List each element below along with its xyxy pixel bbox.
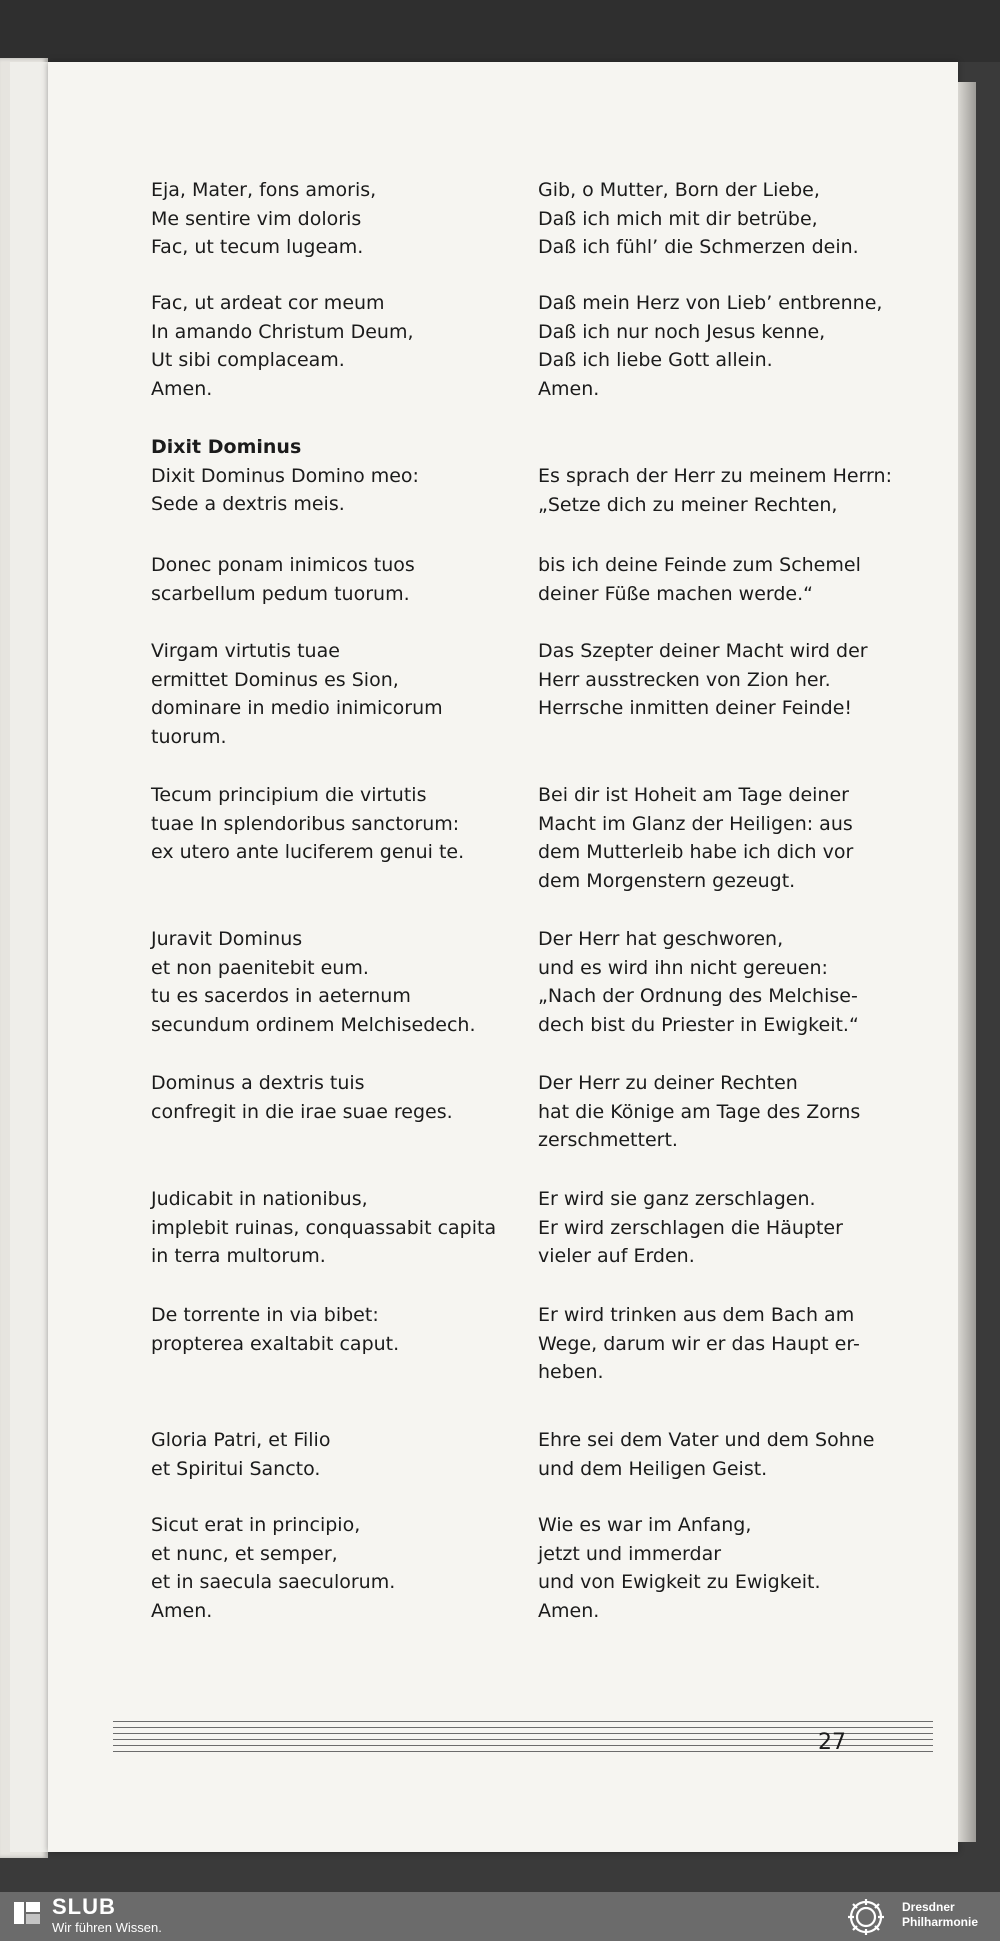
text-line: „Setze dich zu meiner Rechten, — [538, 493, 838, 516]
text-line: Fac, ut ardeat cor meum — [151, 292, 385, 314]
german-stanza-5 — [538, 637, 878, 723]
german-stanza-11 — [538, 1426, 878, 1483]
page-number: 27 — [818, 1730, 846, 1755]
text-line: Er wird trinken aus dem Bach am — [538, 1304, 855, 1326]
latin-stanza-7 — [151, 925, 531, 1039]
german-stanza-1 — [538, 176, 878, 262]
text-line: ermittet Dominus es Sion, — [151, 668, 399, 691]
text-line: dem Mutterleib habe ich dich vor — [538, 841, 854, 863]
text-line: Er wird zerschlagen die Häupter — [538, 1216, 843, 1239]
text-line: dominare in medio inimicorum — [151, 697, 443, 719]
text-line: Herrsche inmitten deiner Feinde! — [538, 697, 853, 719]
latin-stanza-11 — [151, 1426, 531, 1483]
text-line: confregit in die irae suae reges. — [151, 1100, 453, 1123]
partner-name-line1: Dresdner — [902, 1900, 955, 1914]
text-line: dech bist du Priester in Ewigkeit.“ — [538, 1013, 859, 1036]
latin-stanza-10 — [151, 1301, 531, 1358]
text-line: Dominus a dextris tuis — [151, 1072, 365, 1094]
text-line: et non paenitebit eum. — [151, 956, 369, 979]
text-line: und es wird ihn nicht gereuen: — [538, 956, 828, 979]
latin-stanza-4 — [151, 551, 531, 608]
text-line: Daß ich nur noch Jesus kenne, — [538, 320, 826, 343]
text-line: heben. — [538, 1361, 604, 1383]
latin-stanza-6 — [151, 781, 531, 867]
text-line: und dem Heiligen Geist. — [538, 1457, 768, 1480]
latin-stanza-8 — [151, 1069, 531, 1126]
text-line: Der Herr zu deiner Rechten — [538, 1072, 798, 1094]
text-line: Sicut erat in principio, — [151, 1514, 361, 1536]
german-stanza-3 — [538, 462, 892, 519]
german-stanza-6 — [538, 781, 878, 895]
text-line: tuae In splendoribus sanctorum: — [151, 812, 460, 835]
text-line: Amen. — [151, 377, 213, 400]
text-line: et Spiritui Sancto. — [151, 1457, 321, 1480]
text-line: Eja, Mater, fons amoris, — [151, 179, 377, 201]
latin-stanza-9 — [151, 1185, 531, 1271]
text-line: vieler auf Erden. — [538, 1245, 695, 1267]
german-stanza-2 — [538, 289, 883, 403]
library-name: SLUB — [52, 1894, 116, 1919]
text-line: tuorum. — [151, 725, 227, 748]
text-line: Juravit Dominus — [151, 928, 303, 950]
latin-stanza-2 — [151, 289, 531, 403]
text-line: Fac, ut tecum lugeam. — [151, 236, 364, 258]
text-line: propterea exaltabit caput. — [151, 1332, 400, 1355]
text-line: jetzt und immerdar — [538, 1542, 722, 1565]
text-line: bis ich deine Feinde zum Schemel — [538, 554, 861, 576]
german-stanza-4 — [538, 551, 878, 608]
text-line: Gib, o Mutter, Born der Liebe, — [538, 179, 820, 201]
page-edge-shadow — [958, 82, 976, 1842]
text-line: Daß ich fühl’ die Schmerzen dein. — [538, 236, 859, 258]
german-stanza-8 — [538, 1069, 878, 1155]
text-line: implebit ruinas, conquassabit capita — [151, 1216, 497, 1239]
text-line: „Nach der Ordnung des Melchise- — [538, 985, 858, 1007]
text-line: Dixit Dominus Domino meo: — [151, 464, 419, 487]
text-line: Tecum principium die virtutis — [151, 784, 427, 806]
text-line: zerschmettert. — [538, 1129, 678, 1151]
latin-stanza-5 — [151, 637, 531, 751]
text-line: Wege, darum wir er das Haupt er- — [538, 1332, 860, 1355]
text-line: ex utero ante luciferem genui te. — [151, 841, 465, 863]
text-line: Macht im Glanz der Heiligen: aus — [538, 812, 853, 835]
text-line: und von Ewigkeit zu Ewigkeit. — [538, 1571, 821, 1593]
text-line: Es sprach der Herr zu meinem Herrn: — [538, 465, 892, 487]
text-line: Daß ich mich mit dir betrübe, — [538, 207, 818, 230]
scan-background-top — [0, 0, 1000, 62]
text-line: in terra multorum. — [151, 1245, 326, 1267]
philharmonie-logo-icon — [840, 1897, 892, 1937]
footer-rule-lines — [113, 1721, 933, 1761]
text-line: Amen. — [538, 377, 600, 400]
latin-stanza-12 — [151, 1511, 531, 1625]
text-line: dem Morgenstern gezeugt. — [538, 869, 796, 892]
text-line: Er wird sie ganz zerschlagen. — [538, 1188, 816, 1210]
partner-name — [902, 1900, 978, 1930]
german-stanza-7 — [538, 925, 878, 1039]
text-line: hat die Könige am Tage des Zorns — [538, 1100, 861, 1123]
text-line: Sede a dextris meis. — [151, 493, 345, 515]
text-line: Ut sibi complaceam. — [151, 349, 345, 371]
text-line: Der Herr hat geschworen, — [538, 928, 784, 950]
german-stanza-9 — [538, 1185, 878, 1271]
partner-name-line2: Philharmonie — [902, 1915, 979, 1929]
text-line: In amando Christum Deum, — [151, 320, 414, 343]
viewer-footer-bar — [0, 1892, 1000, 1941]
slub-logo-icon — [12, 1898, 42, 1928]
text-line: Gloria Patri, et Filio — [151, 1429, 331, 1451]
text-line: Donec ponam inimicos tuos — [151, 554, 415, 576]
text-line: deiner Füße machen werde.“ — [538, 582, 813, 605]
german-stanza-12 — [538, 1511, 878, 1625]
latin-stanza-1 — [151, 176, 531, 262]
text-line: Amen. — [538, 1599, 600, 1622]
section-heading: Dixit Dominus — [151, 436, 302, 458]
text-line: Herr ausstrecken von Zion her. — [538, 668, 831, 691]
text-line: Me sentire vim doloris — [151, 207, 362, 230]
library-tagline: Wir führen Wissen. — [52, 1920, 162, 1935]
text-line: et in saecula saeculorum. — [151, 1571, 396, 1593]
text-line: scarbellum pedum tuorum. — [151, 582, 410, 605]
text-line: Das Szepter deiner Macht wird der — [538, 640, 868, 662]
text-line: Daß ich liebe Gott allein. — [538, 349, 773, 371]
text-line: Wie es war im Anfang, — [538, 1514, 752, 1536]
text-line: Judicabit in nationibus, — [151, 1188, 368, 1210]
text-line: Virgam virtutis tuae — [151, 640, 340, 662]
text-line: Bei dir ist Hoheit am Tage deiner — [538, 784, 849, 806]
text-line: Daß mein Herz von Lieb’ entbrenne, — [538, 292, 883, 314]
latin-stanza-3 — [151, 433, 531, 519]
text-line: Ehre sei dem Vater und dem Sohne — [538, 1429, 875, 1451]
text-line: secundum ordinem Melchisedech. — [151, 1013, 476, 1036]
german-stanza-10 — [538, 1301, 878, 1387]
text-line: et nunc, et semper, — [151, 1542, 338, 1565]
text-line: Amen. — [151, 1599, 213, 1622]
text-line: tu es sacerdos in aeternum — [151, 985, 411, 1007]
text-line: De torrente in via bibet: — [151, 1304, 379, 1326]
